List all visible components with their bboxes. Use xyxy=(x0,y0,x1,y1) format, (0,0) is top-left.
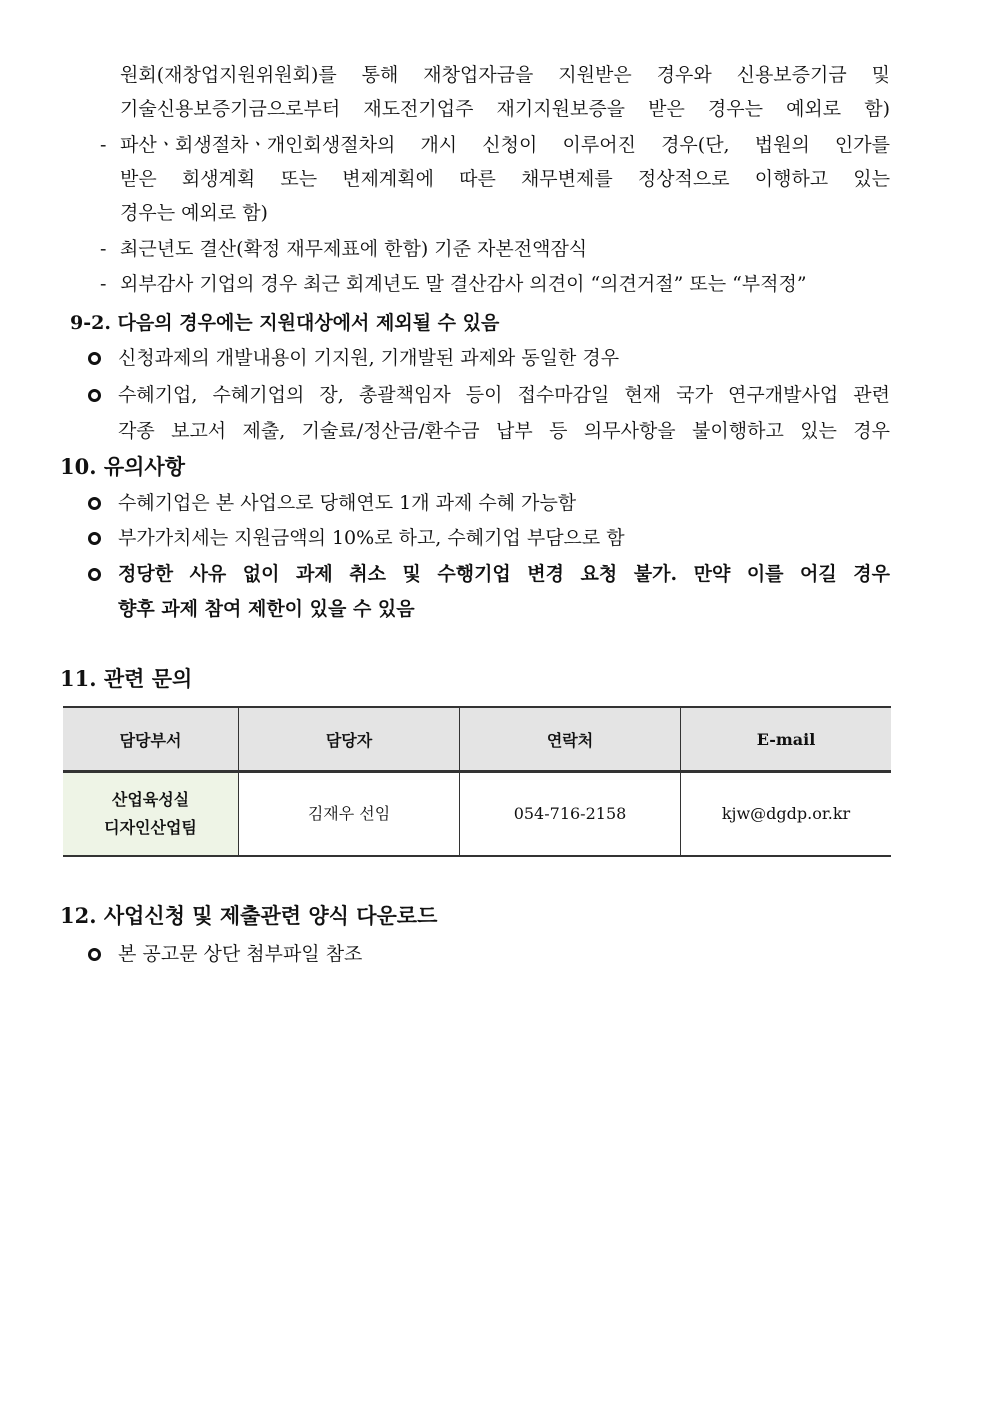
column-header-contact-person: 담당자 xyxy=(239,707,460,772)
circle-bullet-icon xyxy=(88,568,101,581)
exclusion-item-bankruptcy-line-2: 받은 회생계획 또는 변제계획에 따른 채무변제를 정상적으로 이행하고 있는 xyxy=(120,168,890,190)
section-11-title: 11. 관련 문의 xyxy=(60,666,193,691)
column-header-department: 담당부서 xyxy=(63,707,239,772)
dash-marker: - xyxy=(100,134,107,156)
exclusion-item-audit-opinion: 외부감사 기업의 경우 최근 회계년도 말 결산감사 의견이 “의견거절” 또는 “부적정” xyxy=(120,273,807,295)
section-9-2-title: 9-2. 다음의 경우에는 지원대상에서 제외될 수 있음 xyxy=(70,312,500,334)
exclusion-item-capital-erosion: 최근년도 결산(확정 재무제표에 한함) 기준 자본전액잠식 xyxy=(120,238,588,260)
sec9-text-line-1: 원회(재창업지원위원회)를 통해 재창업자금을 지원받은 경우와 신용보증기금 및 xyxy=(120,64,890,86)
department-name: 산업육성실 xyxy=(111,790,190,809)
sec10-bullet-2: 부가가치세는 지원금액의 10%로 하고, 수혜기업 부담으로 함 xyxy=(118,527,625,549)
sec9-2-bullet-2-line-2: 각종 보고서 제출, 기술료/정산금/환수금 납부 등 의무사항을 불이행하고 있는 경우 xyxy=(118,420,890,442)
dash-marker: - xyxy=(100,273,107,295)
email-cell[interactable]: kjw@dgdp.or.kr xyxy=(681,772,892,857)
column-header-email: E-mail xyxy=(681,707,892,772)
sec10-bullet-3-line-1: 정당한 사유 없이 과제 취소 및 수행기업 변경 요청 불가. 만약 이를 어길 경우 xyxy=(118,563,890,585)
contact-person-cell: 김재우 선임 xyxy=(239,772,460,857)
exclusion-item-bankruptcy-line-1: 파산ㆍ회생절차ㆍ개인회생절차의 개시 신청이 이루어진 경우(단, 법원의 인가를 xyxy=(120,134,890,156)
sec10-bullet-1: 수혜기업은 본 사업으로 당해연도 1개 과제 수혜 가능함 xyxy=(118,492,577,514)
phone-cell: 054-716-2158 xyxy=(460,772,681,857)
department-cell xyxy=(63,772,239,857)
section-12-title: 12. 사업신청 및 제출관련 양식 다운로드 xyxy=(60,903,438,928)
table-header-row xyxy=(63,707,891,772)
sec10-bullet-3-line-2: 향후 과제 참여 제한이 있을 수 있음 xyxy=(118,598,415,620)
contact-table xyxy=(63,706,891,857)
sec9-text-line-2: 기술신용보증기금으로부터 재도전기업주 재기지원보증을 받은 경우는 예외로 함) xyxy=(120,98,890,120)
sec9-2-bullet-2-line-1: 수혜기업, 수혜기업의 장, 총괄책임자 등이 접수마감일 현재 국가 연구개발사업 관련 xyxy=(118,384,890,406)
circle-bullet-icon xyxy=(88,352,101,365)
circle-bullet-icon xyxy=(88,497,101,510)
team-name: 디자인산업팀 xyxy=(104,818,197,837)
column-header-phone: 연락처 xyxy=(460,707,681,772)
exclusion-item-bankruptcy-line-3: 경우는 예외로 함) xyxy=(120,202,268,224)
circle-bullet-icon xyxy=(88,532,101,545)
sec12-bullet-1: 본 공고문 상단 첨부파일 참조 xyxy=(118,943,363,965)
section-10-title: 10. 유의사항 xyxy=(60,454,185,479)
circle-bullet-icon xyxy=(88,948,101,961)
table-row xyxy=(63,772,891,857)
circle-bullet-icon xyxy=(88,389,101,402)
sec9-2-bullet-1: 신청과제의 개발내용이 기지원, 기개발된 과제와 동일한 경우 xyxy=(118,347,620,369)
dash-marker: - xyxy=(100,238,107,260)
